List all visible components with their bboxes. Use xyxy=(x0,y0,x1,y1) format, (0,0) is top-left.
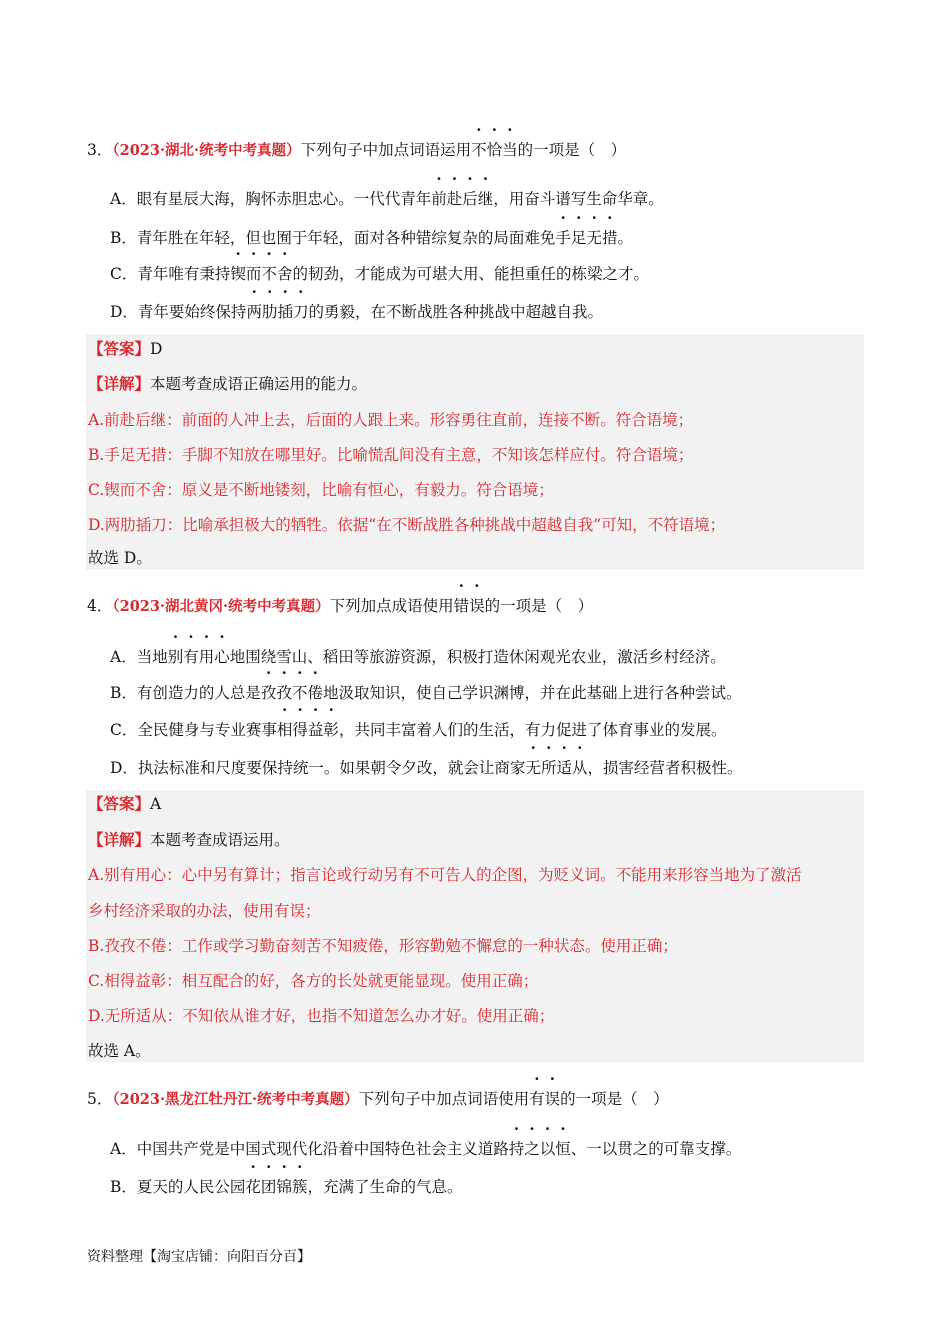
question-number: 5． xyxy=(87,1090,113,1108)
dotted-char: 措 xyxy=(601,229,618,247)
dotted-char: 误 xyxy=(469,597,485,615)
dotted-char: 不 xyxy=(261,265,277,283)
dotted-char: 肋 xyxy=(261,303,278,321)
dotted-char: 以 xyxy=(539,1140,556,1158)
dotted-char: 锦 xyxy=(276,1178,292,1196)
dotted-char: 倦 xyxy=(307,684,323,702)
dotted-char: 继 xyxy=(477,190,494,208)
dotted-char: 无 xyxy=(525,759,541,777)
dotted-char: 不 xyxy=(291,684,308,702)
answer-value: A xyxy=(150,795,162,813)
explanation-d: D.两肋插刀：比喻承担极大的牺牲。依据“在不断战胜各种挑战中超越自我”可知，不符语境； xyxy=(88,516,726,534)
dotted-char: 当 xyxy=(502,141,518,159)
dotted-char: 所 xyxy=(540,759,557,777)
dotted-char: 得 xyxy=(292,721,308,739)
stem-text: 下列加点成语使用 xyxy=(329,597,454,615)
option-b: B．青年胜在年轻，但也囿于年轻，面对各种错综复杂的局面难免手足无措。 xyxy=(110,226,633,250)
dotted-idiom xyxy=(509,1140,571,1158)
option-b: B．夏天的人民公园花团锦簇，充满了生命的气息。 xyxy=(110,1175,462,1199)
dotted-char: 而 xyxy=(245,265,262,283)
stem-dotted-word xyxy=(454,597,485,615)
answer-line: 【答案】A xyxy=(88,794,162,813)
dotted-char: 无 xyxy=(586,229,602,247)
option-d: D．青年要始终保持两肋插刀的勇毅，在不断战胜各种挑战中超越自我。 xyxy=(110,300,603,324)
question-source: （2023·黑龙江牡丹江·统考中考真题） xyxy=(112,1091,359,1108)
dotted-char: 孜 xyxy=(260,684,277,702)
dotted-char: 插 xyxy=(277,303,293,321)
dotted-char: 错 xyxy=(453,597,470,615)
dotted-idiom xyxy=(246,303,308,321)
dotted-char: 恰 xyxy=(486,141,503,159)
dotted-char: 赴 xyxy=(446,190,463,208)
explanation-d: D.无所适从：不知依从谁才好，也指不知道怎么办才好。使用正确； xyxy=(88,1007,555,1025)
dotted-char: 心 xyxy=(214,648,230,666)
conclusion: 故选 D。 xyxy=(88,549,152,567)
page-footer: 资料整理【淘宝店铺：向阳百分百】 xyxy=(87,1249,311,1265)
dotted-char: 用 xyxy=(198,648,215,666)
option-a: A．当地别有用心地围绕雪山、稻田等旅游资源，积极打造休闲观光农业，激活乡村经济。 xyxy=(110,645,726,669)
explanation-b: B.孜孜不倦：工作或学习勤奋刻苦不知疲倦，形容勤勉不懈怠的一种状态。使用正确； xyxy=(88,937,678,955)
dotted-idiom xyxy=(431,190,493,208)
dotted-char: 花 xyxy=(245,1178,261,1196)
dotted-char: 相 xyxy=(276,721,293,739)
dotted-char: 足 xyxy=(570,229,587,247)
answer-value: D xyxy=(150,340,163,358)
conclusion: 故选 A。 xyxy=(88,1042,151,1060)
explanation-a-cont: 乡村经济采取的办法，使用有误； xyxy=(88,902,321,920)
stem-text-end: 的一项是（ ） xyxy=(560,1090,669,1108)
dotted-char: 团 xyxy=(260,1178,277,1196)
explanation-c: C.锲而不舍：原义是不断地镂刻，比喻有恒心，有毅力。符合语境； xyxy=(88,481,554,499)
dotted-char: 之 xyxy=(524,1140,540,1158)
detail-line: 【详解】本题考查成语正确运用的能力。 xyxy=(88,374,368,393)
option-a: A．中国共产党是中国式现代化沿着中国特色社会主义道路持之以恒、一以贯之的可靠支撑。 xyxy=(110,1137,741,1161)
dotted-char: 持 xyxy=(508,1140,525,1158)
explanation-a: A.别有用心：心中另有算计；指言论或行动另有不可告人的企图，为贬义词。不能用来形容当地为了激活 xyxy=(88,866,802,884)
option-b: B．有创造力的人总是孜孜不倦地汲取知识，使自己学识渊博，并在此基础上进行各种尝试。 xyxy=(110,681,741,705)
stem-text-end: 的一项是（ ） xyxy=(484,597,594,615)
dotted-char: 舍 xyxy=(276,265,293,283)
question-5-stem xyxy=(87,1087,669,1112)
dotted-char: 孜 xyxy=(276,684,292,702)
question-3-stem xyxy=(87,138,626,163)
dotted-char: 手 xyxy=(555,229,571,247)
answer-line: 【答案】D xyxy=(88,339,163,358)
dotted-idiom xyxy=(168,648,230,666)
dotted-char: 从 xyxy=(571,759,588,777)
dotted-idiom xyxy=(230,265,292,283)
dotted-char: 有 xyxy=(183,648,199,666)
question-source: （2023·湖北黄冈·统考中考真题） xyxy=(112,598,330,615)
dotted-char: 适 xyxy=(556,759,572,777)
option-c: C．青年唯有秉持锲而不舍的韧劲，才能成为可堪大用、能担重任的栋梁之才。 xyxy=(110,262,649,286)
stem-text: 下列句子中加点词语使用 xyxy=(358,1090,530,1108)
detail-line: 【详解】本题考查成语运用。 xyxy=(88,830,290,849)
dotted-idiom xyxy=(525,759,587,777)
dotted-char: 锲 xyxy=(230,265,246,283)
question-source: （2023·湖北·统考中考真题） xyxy=(112,142,301,159)
stem-text-end: 的一项是（ ） xyxy=(517,141,627,159)
stem-dotted-word xyxy=(529,1090,560,1108)
stem-dotted-word xyxy=(471,141,518,159)
dotted-char: 误 xyxy=(544,1090,561,1108)
dotted-char: 两 xyxy=(246,303,262,321)
explanation-b: B.手足无措：手脚不知放在哪里好。比喻慌乱间没有主意，不知该怎样应付。符合语境； xyxy=(88,446,694,464)
dotted-char: 别 xyxy=(167,648,184,666)
dotted-idiom xyxy=(245,1178,307,1196)
dotted-char: 不 xyxy=(471,141,487,159)
dotted-char: 益 xyxy=(307,721,324,739)
question-4-stem xyxy=(87,594,593,619)
option-a: A．眼有星辰大海，胸怀赤胆忠心。一代代青年前赴后继，用奋斗谱写生命华章。 xyxy=(110,187,664,211)
dotted-char: 恒 xyxy=(555,1140,571,1158)
dotted-char: 有 xyxy=(529,1090,545,1108)
dotted-idiom xyxy=(555,229,617,247)
option-d: D．执法标准和尺度要保持统一。如果朝令夕改，就会让商家无所适从，损害经营者积极性。 xyxy=(110,756,743,780)
dotted-char: 簇 xyxy=(291,1178,308,1196)
dotted-char: 后 xyxy=(462,190,478,208)
explanation-c: C.相得益彰：相互配合的好，各方的长处就更能显现。使用正确； xyxy=(88,972,539,990)
dotted-idiom xyxy=(261,684,323,702)
dotted-char: 刀 xyxy=(292,303,309,321)
explanation-a: A.前赴后继：前面的人冲上去，后面的人跟上来。形容勇往直前，连接不断。符合语境； xyxy=(88,411,694,429)
dotted-idiom xyxy=(277,721,339,739)
question-number: 4． xyxy=(87,597,113,615)
dotted-char: 彰 xyxy=(323,721,339,739)
dotted-char: 前 xyxy=(431,190,447,208)
question-number: 3． xyxy=(87,141,113,159)
option-c: C．全民健身与专业赛事相得益彰，共同丰富着人们的生活，有力促进了体育事业的发展。 xyxy=(110,718,726,742)
stem-text: 下列句子中加点词语运用 xyxy=(300,141,472,159)
